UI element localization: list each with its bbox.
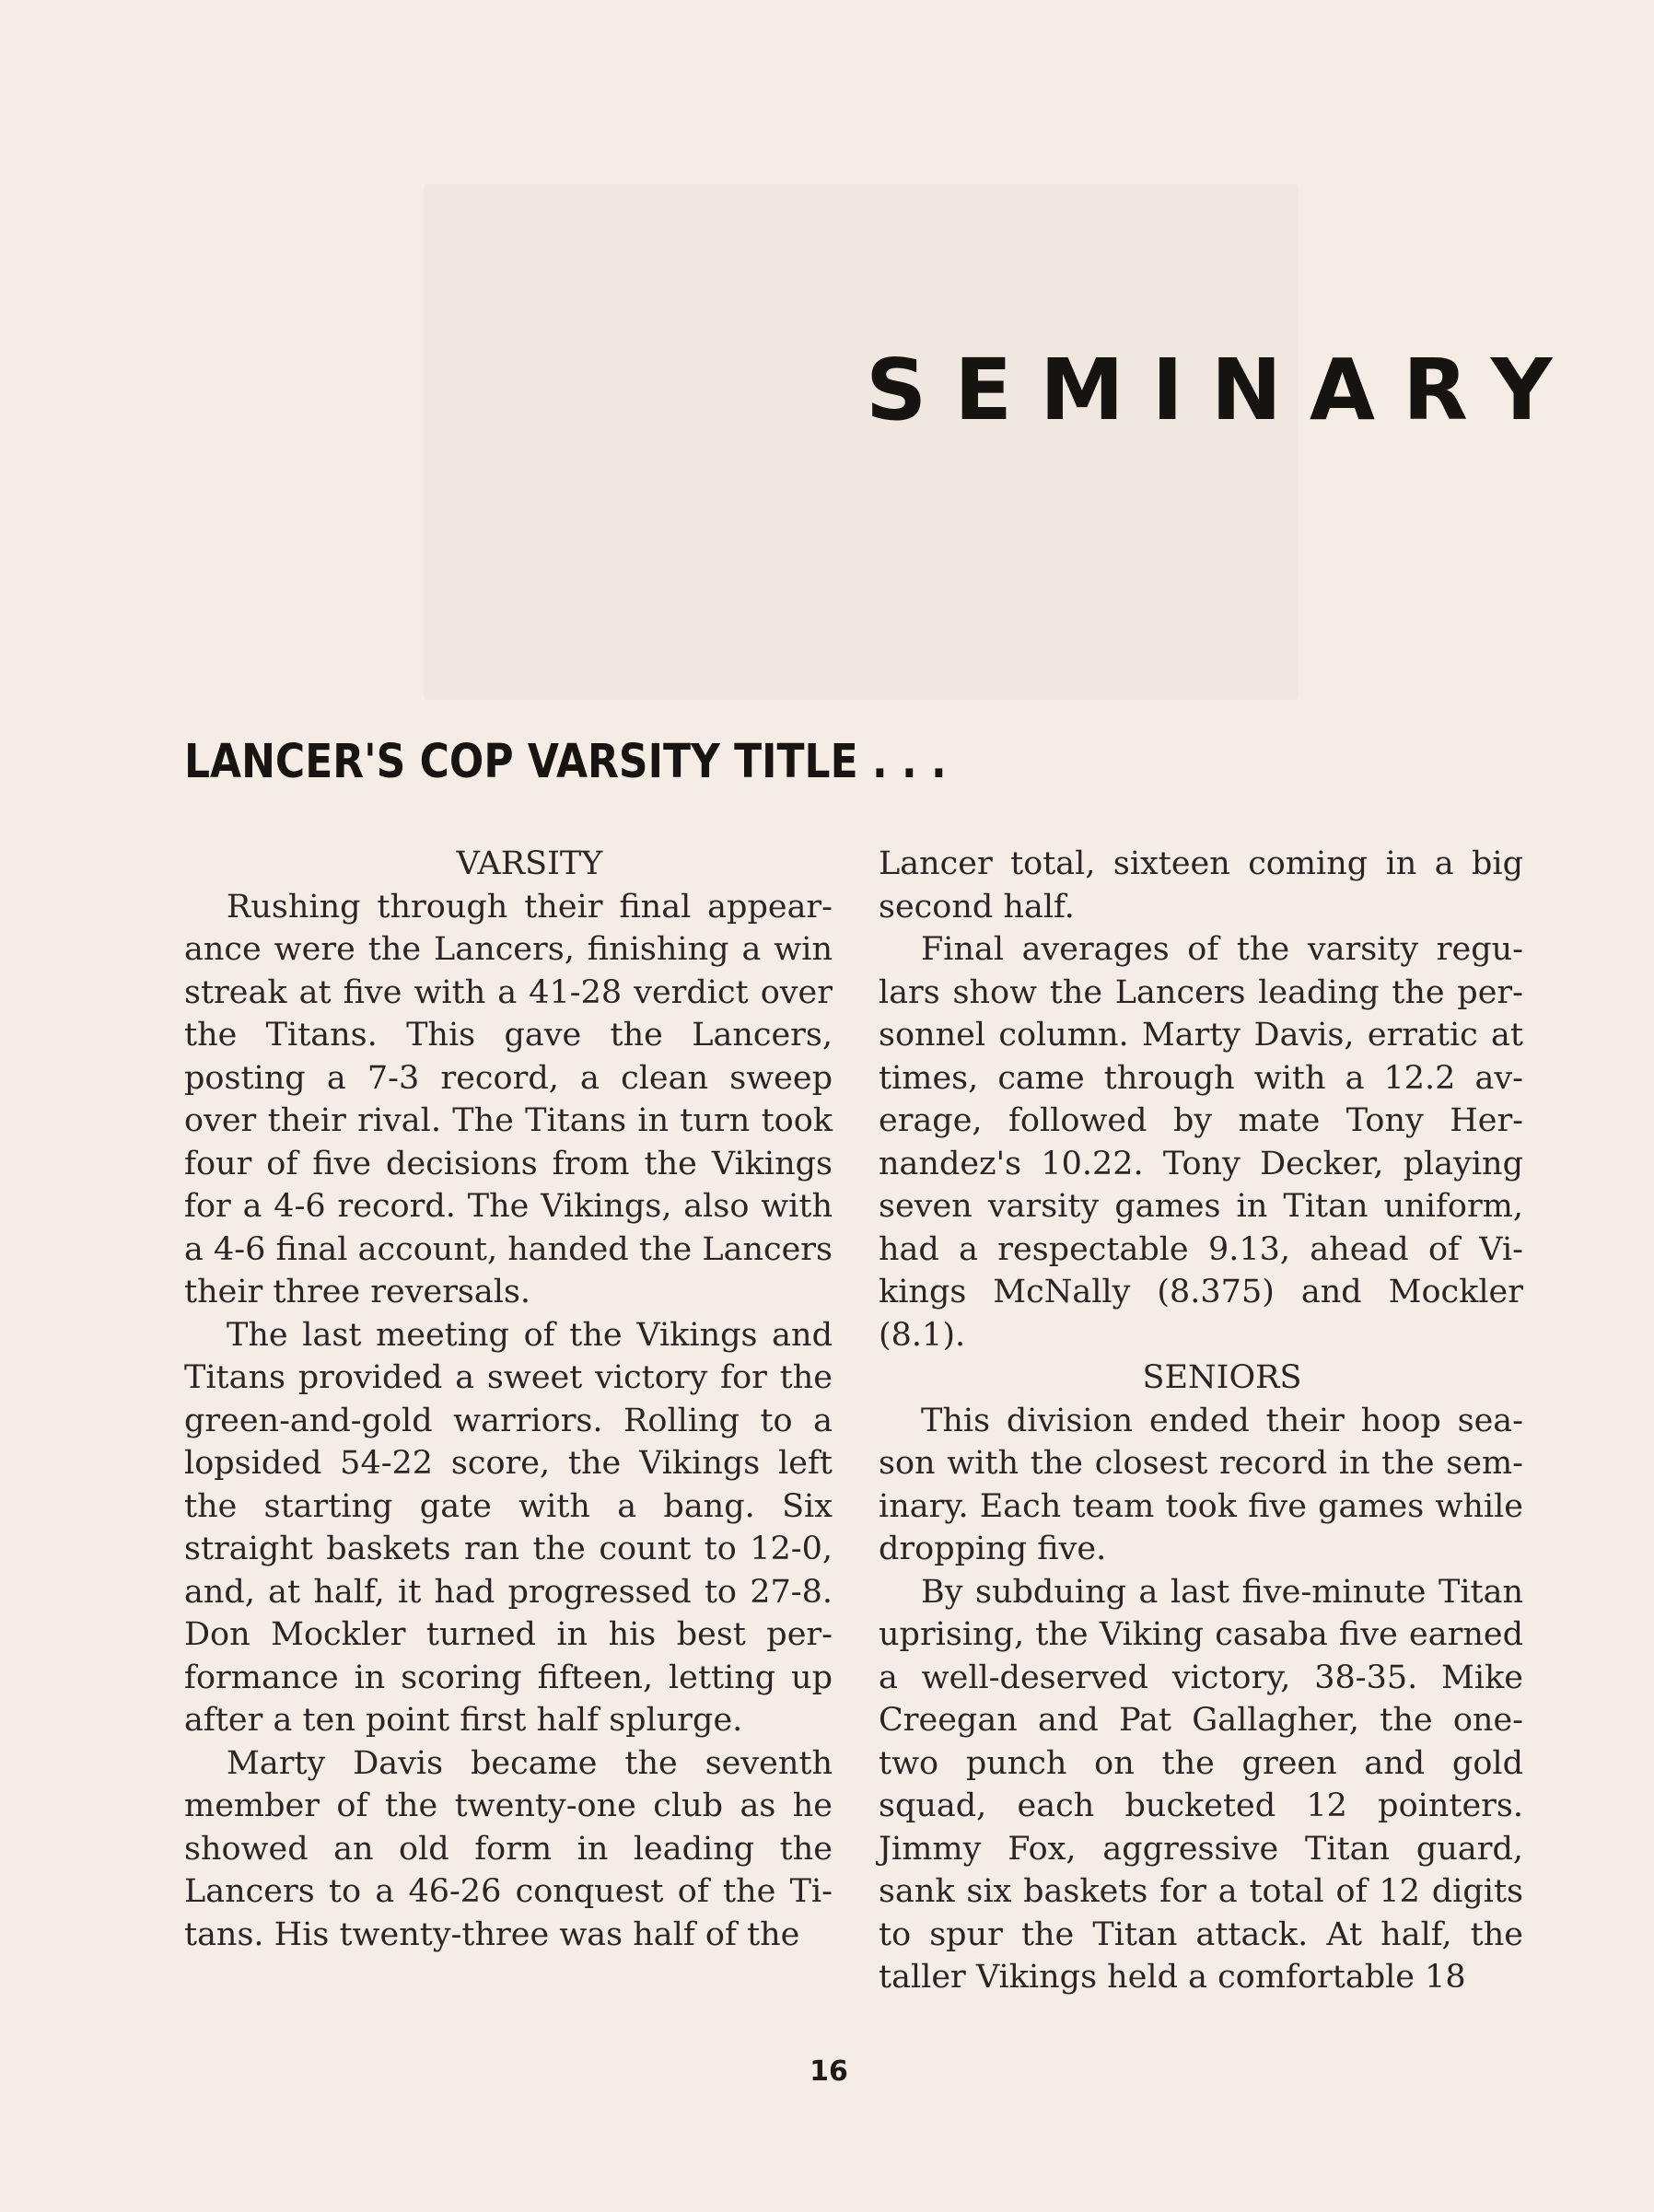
section-heading-seniors: SENIORS	[1142, 1359, 1302, 1396]
left-column	[184, 843, 833, 1956]
right-column	[879, 843, 1523, 1999]
paragraph-continued: Lancer total, sixteen coming in a big second half.	[879, 845, 1523, 926]
article-headline: LANCER'S COP VARSITY TITLE . . .	[184, 735, 947, 789]
page-title: SEMINARY	[866, 341, 1580, 439]
paragraph: Marty Davis became the seventh member of the twenty-one club as he showed an old form in leading the Lancers to a 46-26 conquest of the Titans. His twenty-three was half of the	[184, 1744, 833, 1953]
paragraph: By subduing a last five-minute Titan uprising, the Viking casaba five earned a well-deserved victory, 38-35. Mike Creegan and Pat Gallagher, the one-two punch on the green and gold squad, each bucketed 12 pointers. Jimmy Fox, aggressive Titan guard, sank six baskets for a total of 12 digits to spur the Titan attack. At half, the taller Vikings held a comfortable 18	[879, 1573, 1523, 1996]
paragraph: Rushing through their final appearance were the Lancers, finishing a win streak at five with a 41-28 verdict over the Titans. This gave the Lancers, posting a 7-3 record, a clean sweep over their rival. The Titans in turn took four of five decisions from the Vikings for a 4-6 record. The Vikings, also with a 4-6 final account, handed the Lancers their three reversals.	[184, 888, 833, 1310]
paragraph: Final averages of the varsity regulars show the Lancers leading the personnel column. Marty Davis, erratic at times, came through with a 12.2 average, followed by mate Tony Hernandez's 10.22. Tony Decker, playing seven varsity games in Titan uniform, had a respectable 9.13, ahead of Vikings McNally (8.375) and Mockler (8.1).	[879, 931, 1523, 1354]
bleed-through-shadow	[424, 184, 1299, 700]
page-number: 16	[810, 2055, 848, 2088]
paragraph: This division ended their hoop season with the closest record in the seminary. Each team took five games while dropping five.	[879, 1402, 1523, 1567]
section-heading-varsity: VARSITY	[456, 845, 603, 882]
paragraph: The last meeting of the Vikings and Titans provided a sweet victory for the green-and-gold warriors. Rolling to a lopsided 54-22 score, the Vikings left the starting gate with a bang. Six straight baskets ran the count to 12-0, and, at half, it had progressed to 27-8. Don Mockler turned in his best performance in scoring fifteen, letting up after a ten point first half splurge.	[184, 1316, 833, 1739]
